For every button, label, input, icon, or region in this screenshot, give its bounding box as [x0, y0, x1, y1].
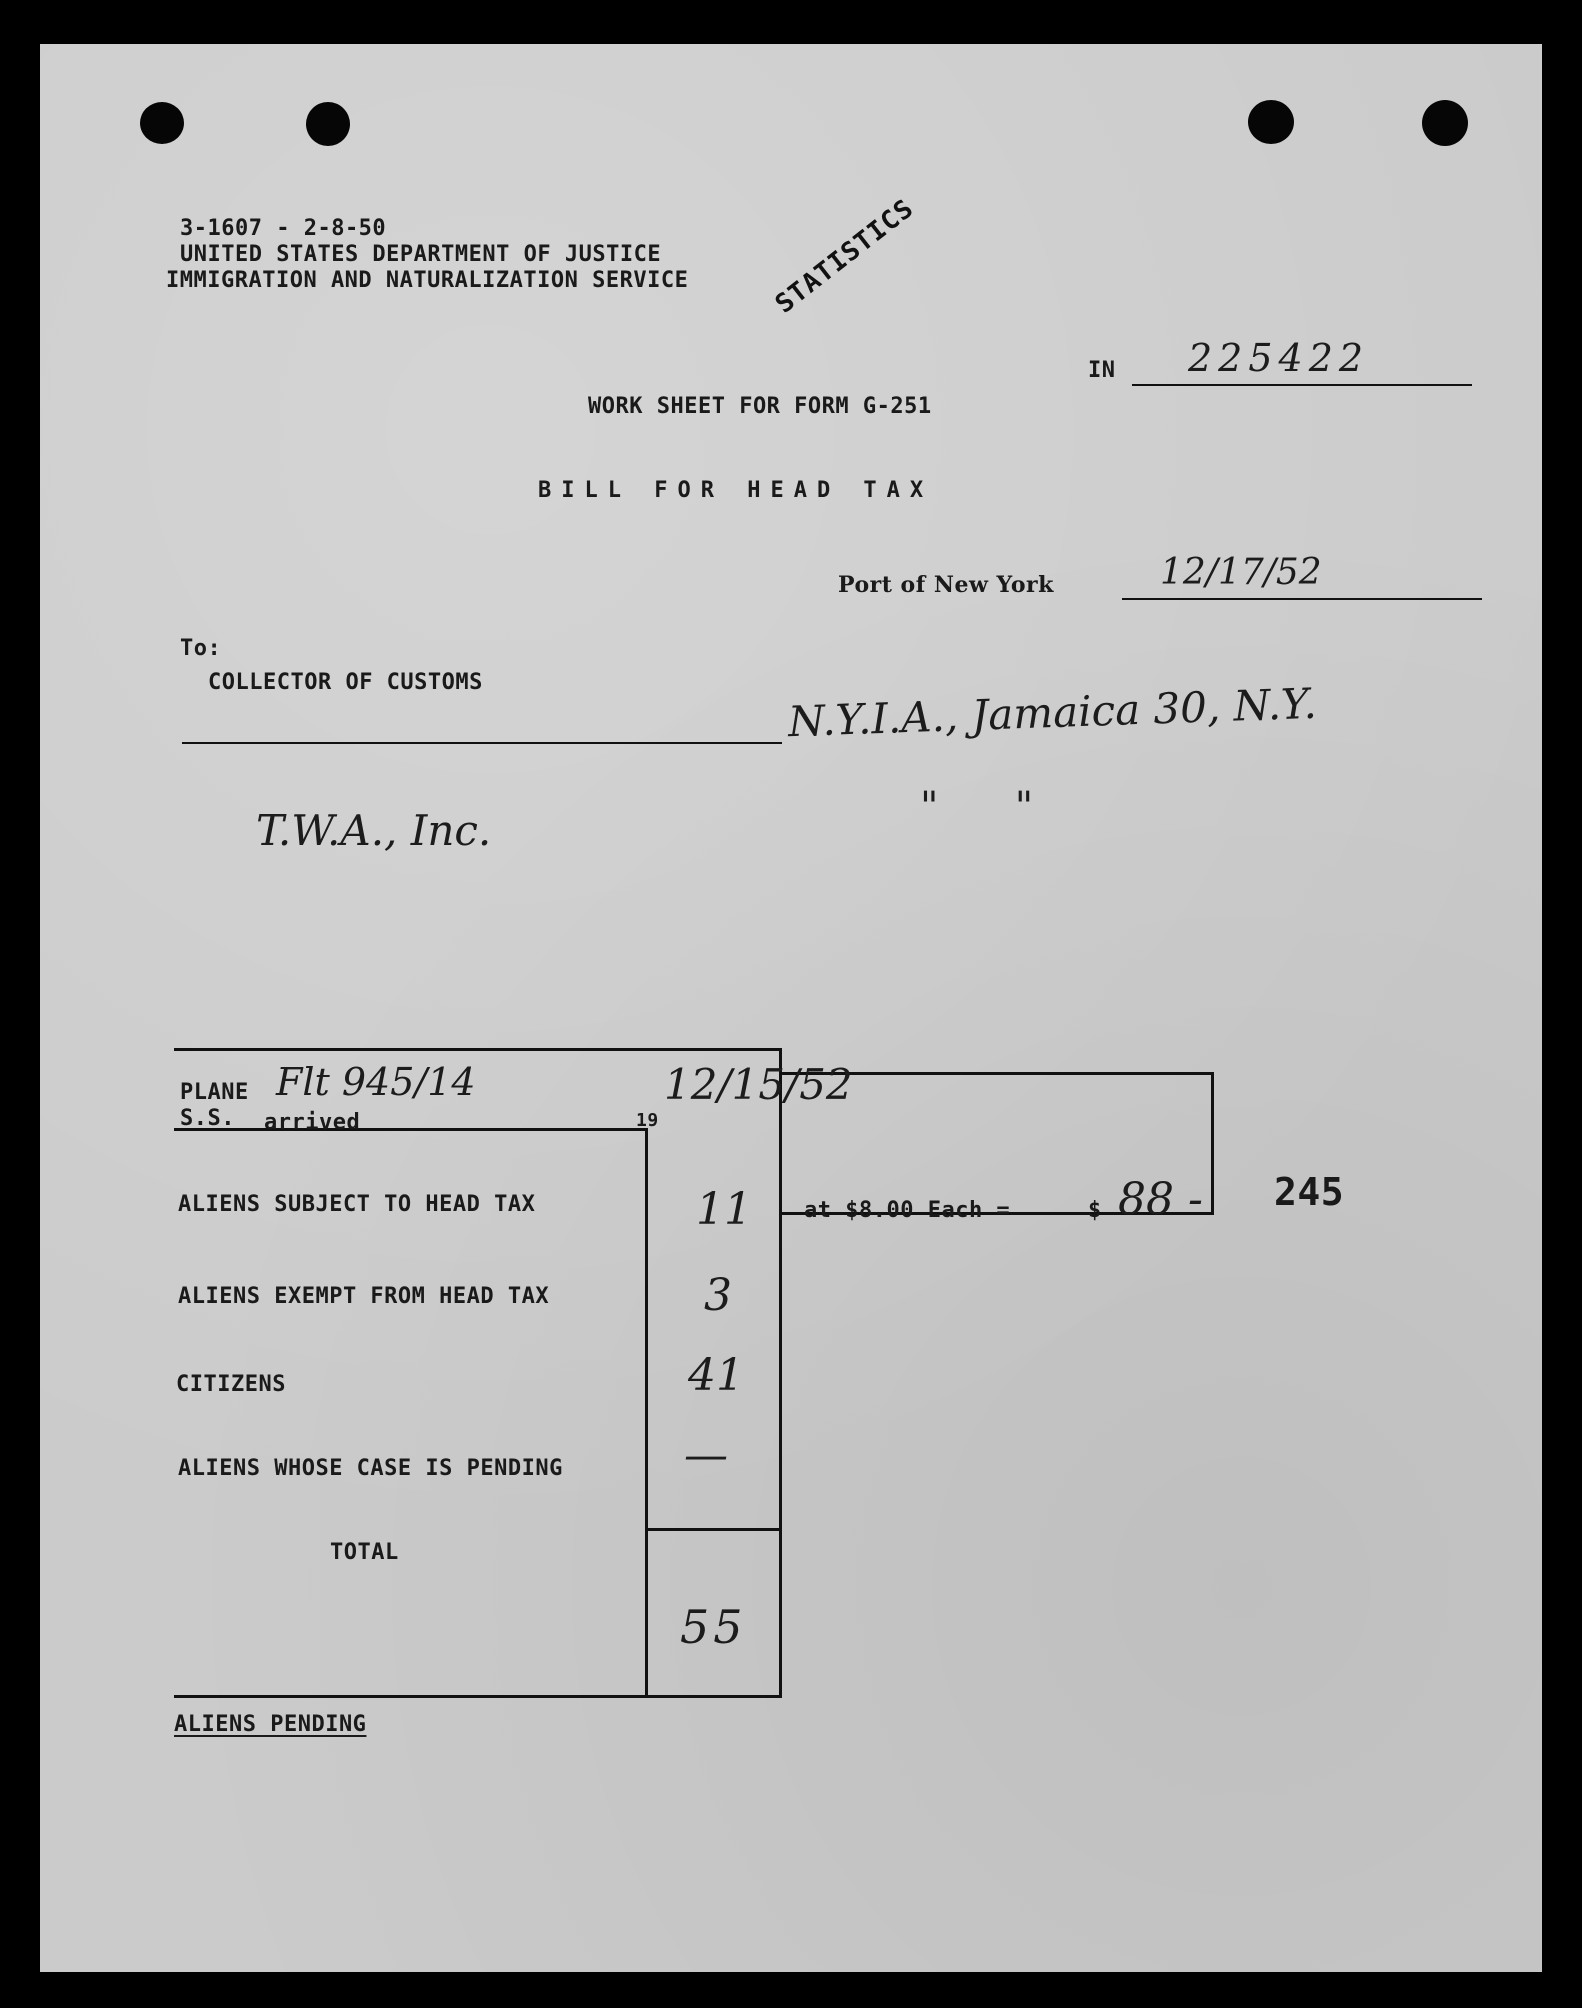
values-left-line	[645, 1128, 648, 1698]
row-label-exempt: ALIENS EXEMPT FROM HEAD TAX	[178, 1284, 550, 1309]
row-value-citizens: 41	[688, 1350, 744, 1401]
row-value-exempt: 3	[704, 1270, 732, 1321]
year-prefix: 19	[636, 1110, 659, 1131]
total-label: TOTAL	[330, 1540, 399, 1565]
location-handwritten: N.Y.I.A., Jamaica 30, N.Y.	[787, 678, 1318, 747]
row-label-citizens: CITIZENS	[176, 1372, 286, 1397]
address-line	[182, 742, 782, 744]
port-date-line	[1122, 598, 1482, 600]
tax-box-right-line	[1211, 1072, 1214, 1214]
statistics-stamp: STATISTICS	[770, 193, 920, 320]
service-name: IMMIGRATION AND NATURALIZATION SERVICE	[166, 268, 689, 293]
department-name: UNITED STATES DEPARTMENT OF JUSTICE	[180, 242, 662, 267]
side-number: 245	[1274, 1170, 1345, 1214]
tax-rate-text: at $8.00 Each =	[804, 1198, 1011, 1223]
row-label-subject: ALIENS SUBJECT TO HEAD TAX	[178, 1192, 536, 1217]
ss-label: S.S.	[180, 1106, 235, 1131]
document-page	[40, 44, 1542, 1972]
worksheet-title: WORK SHEET FOR FORM G-251	[588, 394, 932, 419]
plane-label: PLANE	[180, 1080, 249, 1105]
aliens-pending-heading: ALIENS PENDING	[174, 1712, 367, 1737]
bill-title: BILL FOR HEAD TAX	[538, 478, 934, 503]
punch-hole-4	[1422, 100, 1468, 146]
to-label: To:	[180, 636, 222, 661]
row-label-pending: ALIENS WHOSE CASE IS PENDING	[178, 1456, 563, 1481]
flight-handwritten: Flt 945/14	[276, 1060, 476, 1104]
punch-hole-3	[1248, 100, 1294, 144]
file-number-label: IN	[1088, 358, 1116, 383]
arrival-bottom-line	[174, 1128, 648, 1131]
table-top-line	[174, 1048, 782, 1051]
values-right-line	[779, 1048, 782, 1698]
punch-hole-2	[306, 102, 350, 146]
tax-currency: $	[1088, 1198, 1102, 1223]
arrived-label: arrived	[264, 1110, 361, 1135]
carrier-handwritten: T.W.A., Inc.	[256, 806, 492, 855]
ditto-marks: " "	[920, 784, 1034, 830]
form-code: 3-1607 - 2-8-50	[180, 216, 387, 241]
row-value-pending: —	[684, 1430, 728, 1481]
punch-hole-1	[140, 102, 184, 144]
file-number-value: 225422	[1188, 336, 1370, 380]
collector-label: COLLECTOR OF CUSTOMS	[208, 670, 483, 695]
port-date: 12/17/52	[1160, 552, 1322, 593]
row-value-subject: 11	[696, 1184, 752, 1235]
table-bottom-line	[174, 1695, 782, 1698]
arrival-date-handwritten: 12/15/52	[664, 1060, 853, 1109]
tax-amount: 88 -	[1118, 1174, 1203, 1225]
port-label: Port of New York	[838, 572, 1054, 598]
total-top-line	[646, 1528, 782, 1531]
file-number-line	[1132, 384, 1472, 386]
total-value: 55	[680, 1600, 747, 1654]
